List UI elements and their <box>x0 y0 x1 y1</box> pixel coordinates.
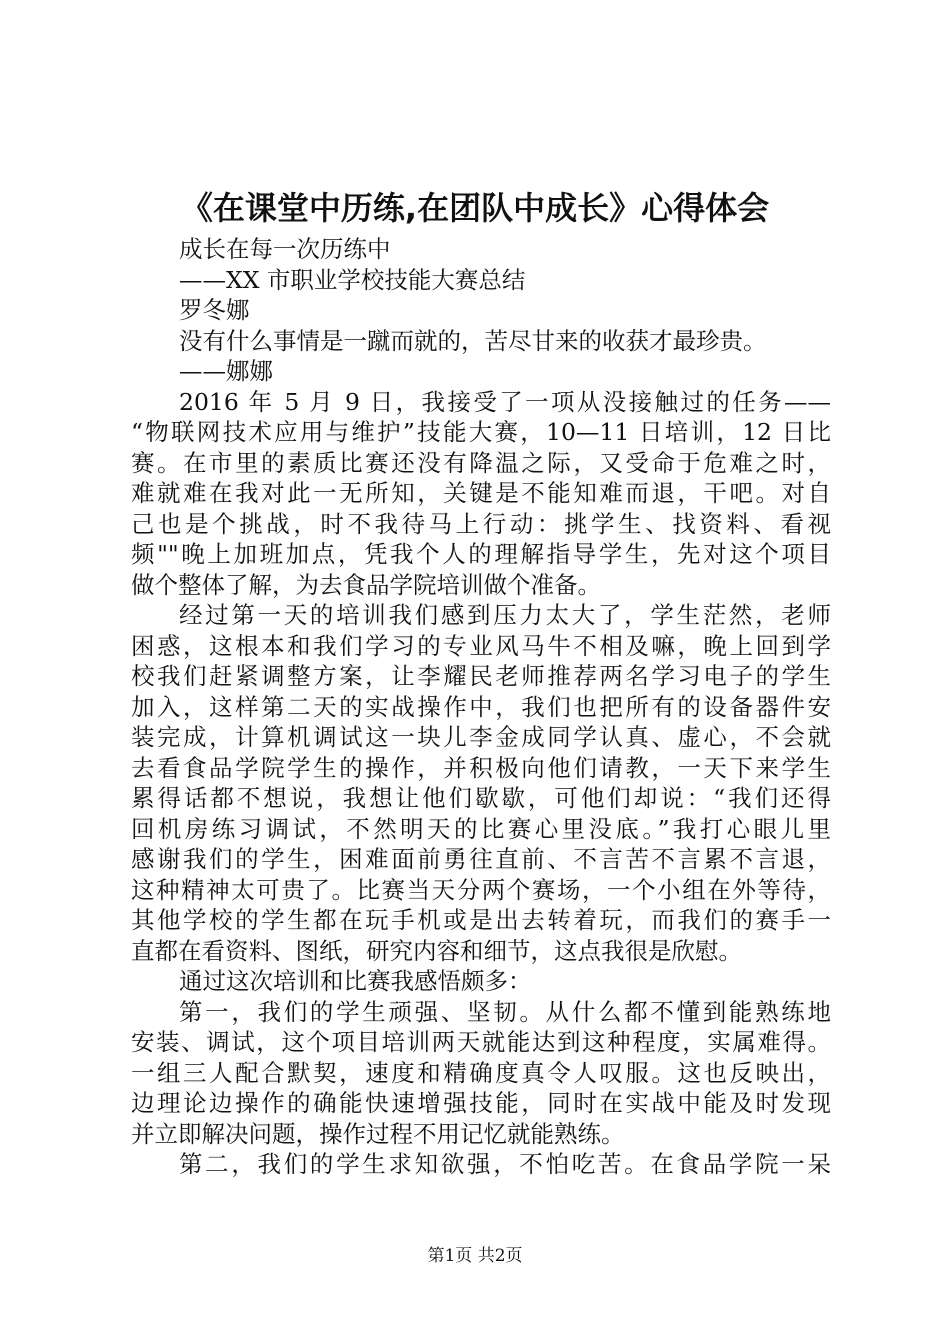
paragraph-line: 直都在看资料、图纸，研究内容和细节，这点我很是欣慰。 <box>131 936 742 965</box>
paragraph-line: 做个整体了解，为去食品学院培训做个准备。 <box>131 570 601 599</box>
paragraph-1 <box>131 387 831 601</box>
paragraph-line: 困惑，这根本和我们学习的专业风马牛不相及嘛，晚上回到学 <box>131 631 831 660</box>
paragraph-4 <box>131 997 831 1150</box>
paragraph-line: 校我们赶紧调整方案，让李耀民老师推荐两名学习电子的学生 <box>131 662 831 690</box>
paragraph-line: 第一，我们的学生顽强、坚韧。从什么都不懂到能熟练地 <box>179 997 831 1026</box>
epigraph-attribution-line: ——娜娜 <box>179 357 273 385</box>
paragraph-line: 一组三人配合默契，速度和精确度真令人叹服。这也反映出， <box>131 1058 831 1087</box>
paragraph-line: 并立即解决问题，操作过程不用记忆就能熟练。 <box>131 1119 625 1148</box>
paragraph-line: 边理论边操作的确能快速增强技能，同时在实战中能及时发现 <box>131 1089 831 1117</box>
paragraph-line: 去看食品学院学生的操作，并积极向他们请教，一天下来学生 <box>131 753 831 782</box>
author-line: 罗冬娜 <box>179 296 250 324</box>
paragraph-line: 通过这次培训和比赛我感悟颇多： <box>179 967 532 995</box>
subtitle-source-line: ——XX 市职业学校技能大赛总结 <box>179 265 526 294</box>
paragraph-line: 装完成，计算机调试这一块儿李金成同学认真、虚心，不会就 <box>131 723 831 751</box>
paragraph-line: 赛。在市里的素质比赛还没有降温之际，又受命于危难之时， <box>131 448 831 477</box>
paragraph-line: 频""晚上加班加点，凭我个人的理解指导学生，先对这个项目 <box>131 540 831 568</box>
paragraph-line: 累得话都不想说，我想让他们歇歇，可他们却说：“我们还得 <box>131 784 831 812</box>
document-body <box>131 234 831 1180</box>
paragraph-2 <box>131 600 831 966</box>
paragraph-line: 这种精神太可贵了。比赛当天分两个赛场，一个小组在外等待， <box>131 875 831 904</box>
paragraph-5 <box>131 1149 831 1180</box>
paragraph-line: 己也是个挑战，时不我待马上行动：挑学生、找资料、看视 <box>131 509 831 538</box>
paragraph-line: 安装、调试，这个项目培训两天就能达到这种程度，实属难得。 <box>131 1028 831 1056</box>
paragraph-line: 第二，我们的学生求知欲强，不怕吃苦。在食品学院一呆 <box>179 1150 831 1178</box>
paragraph-3 <box>131 966 831 997</box>
paragraph-line: 加入，这样第二天的实战操作中，我们也把所有的设备器件安 <box>131 692 831 721</box>
paragraph-line: 回机房练习调试，不然明天的比赛心里没底。”我打心眼儿里 <box>131 814 831 843</box>
page-footer: 第1页 共2页 <box>427 1246 523 1266</box>
document-title: 《在课堂中历练,在团队中成长》心得体会 <box>180 189 770 227</box>
paragraph-line: 难就难在我对此一无所知，关键是不能知难而退，干吧。对自 <box>131 479 831 507</box>
paragraph-line: 其他学校的学生都在玩手机或是出去转着玩，而我们的赛手一 <box>131 906 831 934</box>
subtitle-line: 成长在每一次历练中 <box>179 235 391 263</box>
paragraph-line: 感谢我们的学生，困难面前勇往直前、不言苦不言累不言退， <box>131 845 831 873</box>
paragraph-line: 2016 年 5 月 9 日，我接受了一项从没接触过的任务—— <box>179 387 831 416</box>
paragraph-line: “物联网技术应用与维护”技能大赛，10—11 日培训，12 日比 <box>131 418 831 446</box>
paragraph-line: 经过第一天的培训我们感到压力太大了，学生茫然，老师 <box>179 601 831 629</box>
epigraph-line: 没有什么事情是一蹴而就的，苦尽甘来的收获才最珍贵。 <box>179 326 767 355</box>
